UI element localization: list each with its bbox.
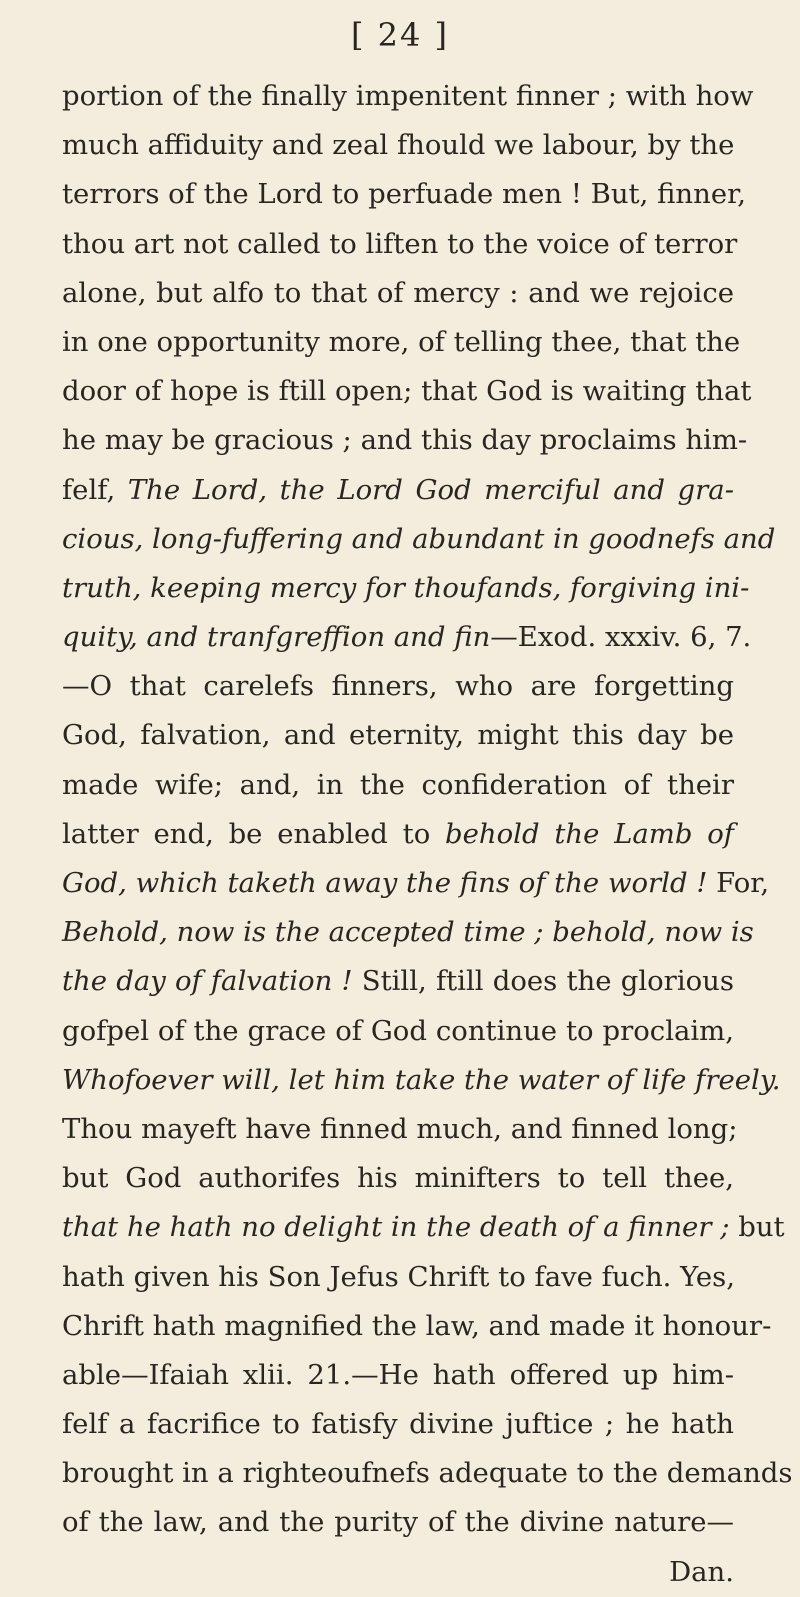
text-line	[62, 1351, 734, 1400]
text-line	[62, 1449, 793, 1498]
italic-text: The Lord, the Lord God merciful and gra-	[127, 473, 734, 506]
page-number-header: [ 24 ]	[350, 16, 450, 54]
text-span: alone, but alfo to that of mercy : and we rejoice	[62, 276, 734, 309]
italic-text: Behold, now is the accepted time ; behold, now is	[62, 916, 754, 949]
text-span: latter end, be enabled to	[62, 817, 446, 850]
text-span: much affiduity and zeal fhould we labour, by the	[62, 129, 735, 162]
text-span: of the law, and the purity of the divine nature—	[62, 1506, 734, 1539]
italic-text: truth, keeping mercy for thoufands, forgiving ini-	[62, 571, 750, 604]
text-line	[62, 859, 770, 908]
text-span: gofpel of the grace of God continue to proclaim,	[62, 1014, 734, 1047]
text-line	[62, 1056, 781, 1105]
text-span: terrors of the Lord to perfuade men ! But, finner,	[62, 178, 746, 211]
text-span: able—Ifaiah xlii. 21.—He hath offered up him-	[62, 1358, 734, 1391]
text-span: felf a facrifice to fatisfy divine juftice ; he hath	[62, 1408, 734, 1441]
text-line	[62, 1007, 734, 1056]
text-line	[62, 810, 734, 859]
text-line	[62, 564, 750, 613]
text-line	[62, 711, 734, 760]
text-line	[62, 1498, 734, 1547]
text-span: felf,	[62, 473, 128, 506]
text-span: door of hope is ftill open; that God is waiting that	[62, 375, 752, 408]
text-line	[62, 761, 734, 810]
text-line	[62, 1203, 785, 1252]
italic-text: that he hath no delight in the death of a finner ;	[62, 1211, 730, 1244]
text-span: hath given his Son Jefus Chrift to fave fuch. Yes,	[62, 1260, 736, 1293]
text-span: made wife; and, in the confideration of their	[62, 768, 734, 801]
text-line	[62, 1302, 772, 1351]
italic-text: the day of falvation !	[62, 965, 353, 998]
text-span: brought in a righteoufnefs adequate to the demands	[62, 1457, 793, 1490]
italic-text: behold the Lamb of	[445, 817, 734, 850]
text-span: For,	[707, 867, 770, 899]
italic-text: quity, and tranfgreffion and fin	[62, 621, 491, 654]
body-text	[62, 72, 793, 1597]
text-line	[62, 121, 734, 170]
text-line	[62, 1253, 734, 1302]
text-line	[62, 515, 776, 564]
text-line	[62, 662, 734, 711]
text-line	[62, 1400, 734, 1449]
text-span: Thou mayeft have finned much, and finned long;	[62, 1112, 738, 1145]
text-span: but God authorifes his minifters to tell thee,	[62, 1162, 734, 1195]
text-span: God, falvation, and eternity, might this day be	[62, 719, 734, 752]
text-span: he may be gracious ; and this day proclaims him-	[62, 424, 748, 457]
text-span: —Exod. xxxiv. 6, 7.	[490, 621, 752, 654]
text-line	[62, 613, 752, 662]
text-line	[62, 318, 741, 367]
text-span: but	[729, 1211, 785, 1244]
text-span: thou art not called to liften to the voice of terror	[62, 227, 738, 260]
text-line	[62, 466, 734, 515]
text-line	[62, 957, 734, 1006]
text-line	[62, 220, 738, 269]
text-line	[62, 1154, 734, 1203]
text-line	[62, 367, 752, 416]
text-span: portion of the finally impenitent finner ; with how	[62, 80, 754, 112]
text-span: in one opportunity more, of telling thee, that the	[62, 325, 741, 358]
text-line	[62, 908, 754, 957]
text-span: Chrift hath magnified the law, and made it honour-	[62, 1309, 772, 1342]
text-span: —O that carelefs finners, who are forgetting	[62, 670, 734, 703]
italic-text: cious, long-fuffering and abundant in goodnefs and	[62, 522, 776, 555]
text-line	[62, 1548, 734, 1597]
text-line	[62, 269, 734, 318]
italic-text: Whofoever will, let him take the water of life freely.	[62, 1063, 781, 1096]
text-line	[62, 170, 746, 219]
text-line	[62, 416, 748, 465]
text-line	[62, 72, 754, 121]
text-span: Still, ftill does the glorious	[352, 965, 734, 998]
italic-text: God, which taketh away the fins of the world !	[62, 867, 708, 899]
text-span: Dan.	[669, 1555, 734, 1588]
text-line	[62, 1105, 738, 1154]
